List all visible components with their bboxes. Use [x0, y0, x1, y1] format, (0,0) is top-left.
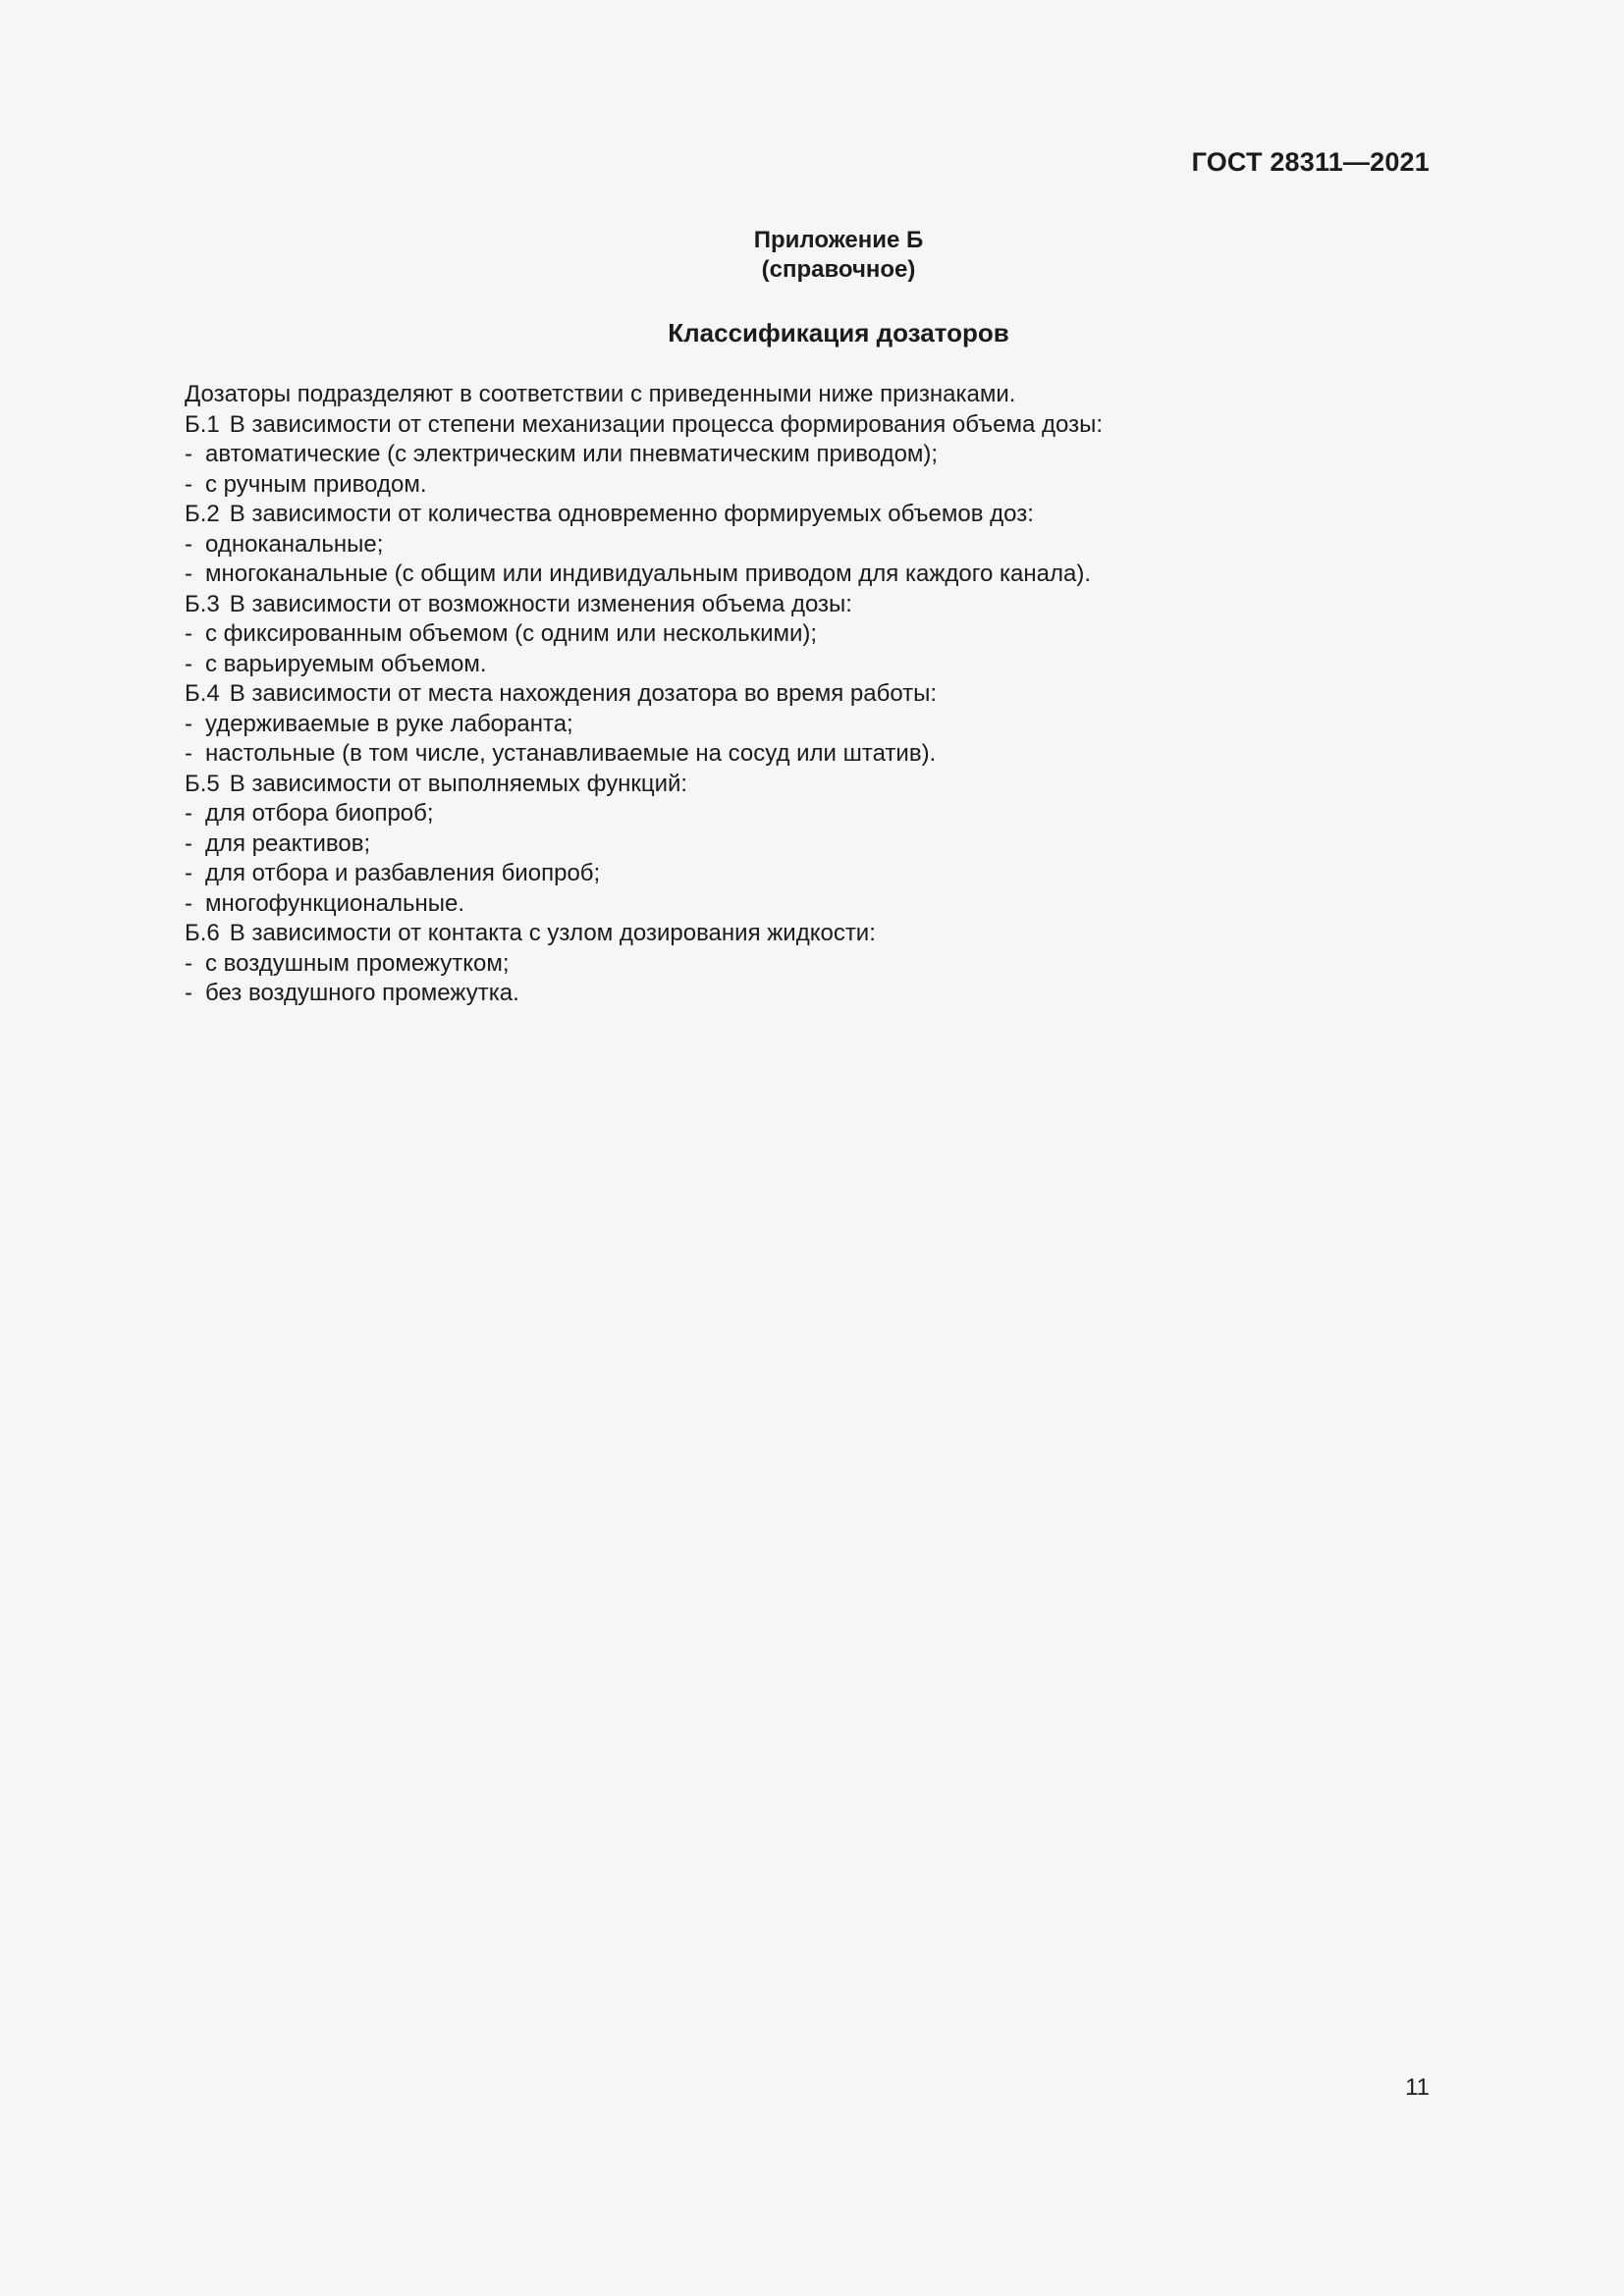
document-code: ГОСТ 28311—2021 — [1191, 147, 1430, 177]
list-item-text: многоканальные (с общим или индивидуальным приводом для каждого канала). — [205, 561, 1091, 587]
document-body — [185, 380, 1441, 1009]
list-marker: - — [185, 441, 192, 467]
clause-number: Б.6 — [185, 920, 220, 946]
list-item-text: одноканальные; — [205, 530, 384, 558]
classification-heading — [185, 590, 1441, 620]
clause-heading-text: В зависимости от выполняемых функций: — [229, 770, 688, 797]
list-item — [185, 710, 1441, 740]
clause-heading-text: В зависимости от места нахождения дозатора во время работы: — [229, 680, 938, 707]
list-item-text: многофункциональные. — [205, 889, 465, 917]
list-marker: - — [185, 470, 192, 498]
clause-number: Б.4 — [185, 680, 220, 707]
clause-heading-text: В зависимости от возможности изменения объема дозы: — [229, 590, 852, 617]
clause-number: Б.3 — [185, 590, 220, 617]
clause-heading-text: В зависимости от контакта с узлом дозирования жидкости: — [229, 920, 876, 946]
list-item-text: с фиксированным объемом (с одним или несколькими); — [205, 620, 818, 647]
intro-paragraph: Дозаторы подразделяют в соответствии с приведенными ниже признаками. — [185, 381, 1016, 407]
classification-heading — [185, 500, 1441, 530]
list-item-text: с ручным приводом. — [205, 470, 427, 498]
appendix-title: Приложение Б — [753, 227, 924, 253]
page-number: 11 — [1405, 2074, 1430, 2101]
list-item-text: для отбора и разбавления биопроб; — [205, 860, 601, 886]
list-marker: - — [185, 740, 192, 767]
classification-heading — [185, 770, 1441, 800]
list-item-text: с воздушным промежутком; — [205, 949, 510, 977]
list-item — [185, 799, 1441, 829]
list-item — [185, 739, 1441, 770]
list-item — [185, 889, 1441, 920]
list-item — [185, 619, 1441, 650]
list-item — [185, 949, 1441, 980]
list-item-text: настольные (в том числе, устанавливаемые на сосуд или штатив). — [205, 740, 937, 767]
section-title: Классификация дозаторов — [668, 318, 1009, 347]
list-marker: - — [185, 860, 192, 886]
list-item — [185, 650, 1441, 680]
clause-number: Б.2 — [185, 501, 220, 527]
list-marker: - — [185, 829, 192, 857]
list-item — [185, 859, 1441, 889]
list-marker: - — [185, 650, 192, 677]
list-item — [185, 560, 1441, 590]
list-item-text: автоматические (с электрическим или пневматическим приводом); — [205, 441, 939, 467]
list-marker: - — [185, 949, 192, 977]
list-marker: - — [185, 620, 192, 647]
clause-heading-text: В зависимости от степени механизации процесса формирования объема дозы: — [229, 410, 1104, 438]
list-marker: - — [185, 889, 192, 917]
list-item — [185, 829, 1441, 860]
list-item-text: без воздушного промежутка. — [205, 980, 519, 1006]
list-item — [185, 470, 1441, 501]
list-item-text: с варьируемым объемом. — [205, 650, 487, 677]
list-item — [185, 979, 1441, 1009]
classification-heading — [185, 410, 1441, 441]
clause-number: Б.1 — [185, 410, 220, 438]
classification-heading — [185, 919, 1441, 949]
list-item — [185, 440, 1441, 470]
appendix-status: (справочное) — [761, 256, 916, 283]
list-marker: - — [185, 710, 192, 737]
list-marker: - — [185, 800, 192, 827]
list-item-text: для реактивов; — [205, 829, 371, 857]
list-marker: - — [185, 561, 192, 587]
list-item-text: удерживаемые в руке лаборанта; — [205, 710, 573, 737]
appendix-header — [0, 226, 1624, 285]
list-item — [185, 530, 1441, 561]
clause-heading-text: В зависимости от количества одновременно формируемых объемов доз: — [229, 501, 1034, 527]
list-item-text: для отбора биопроб; — [205, 800, 434, 827]
clause-number: Б.5 — [185, 770, 220, 797]
classification-heading — [185, 679, 1441, 710]
list-marker: - — [185, 530, 192, 558]
list-marker: - — [185, 980, 192, 1006]
classification-groups — [185, 410, 1441, 1009]
